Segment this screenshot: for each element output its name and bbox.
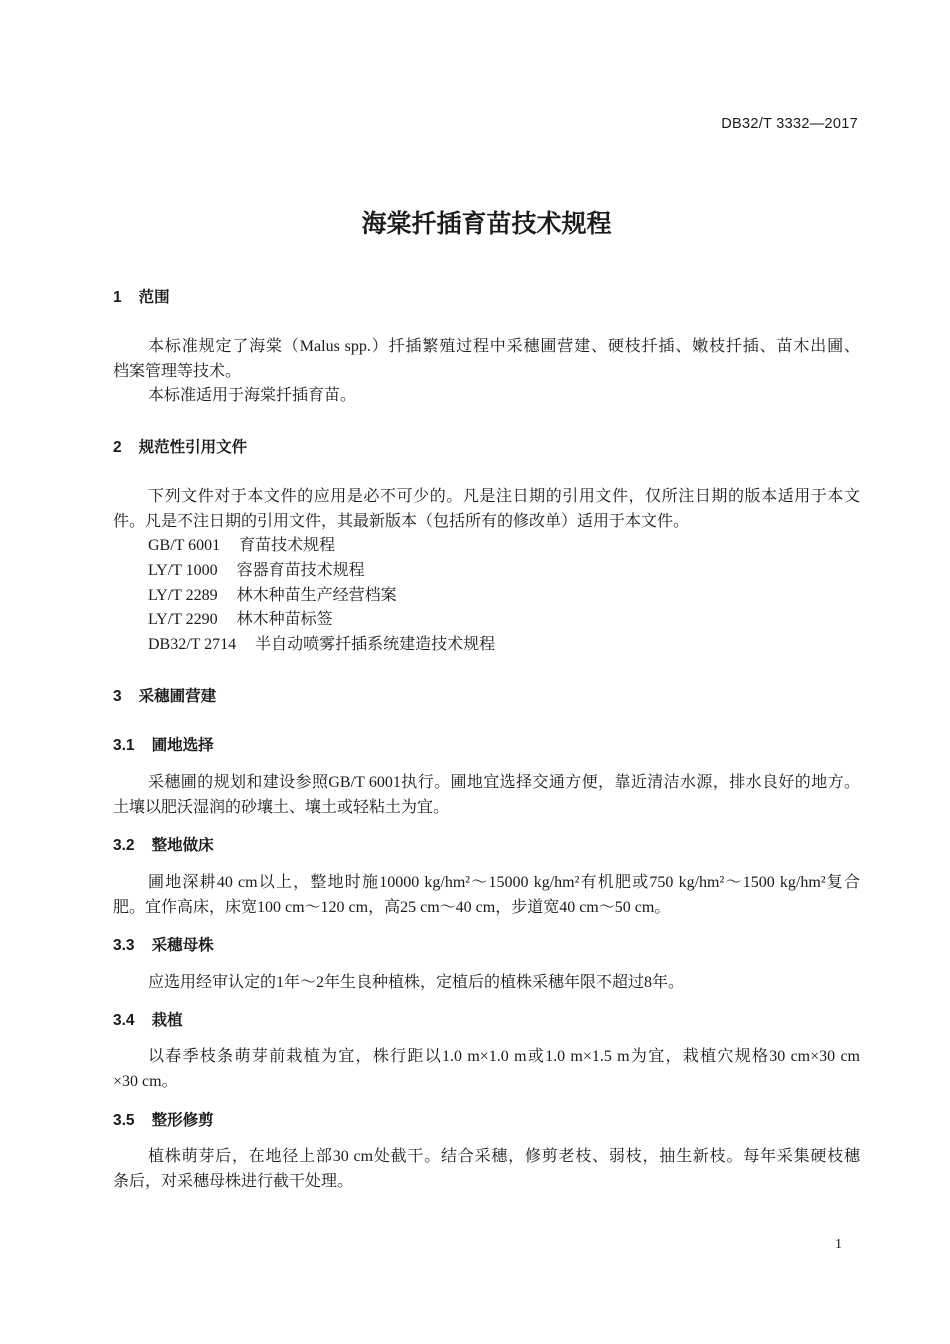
text-line: 以春季枝条萌芽前栽植为宜，株行距以1.0 m×1.0 m或1.0 m×1.5 m为宜，栽植穴规格30 cm×30 cm [148, 1048, 860, 1065]
standard-code: DB32/T 3332—2017 [721, 116, 858, 132]
reference-title: 林木种苗标签 [236, 611, 333, 629]
text-line: 土壤以肥沃湿润的砂壤土、壤土或轻粘土为宜。 [113, 798, 450, 816]
reference-code: LY/T 2289 [148, 586, 218, 604]
text-line: 档案管理等技术。 [113, 362, 242, 380]
text-line: 下列文件对于本文件的应用是必不可少的。凡是注日期的引用文件，仅所注日期的版本适用于本文 [148, 488, 860, 505]
text-line: ×30 cm。 [113, 1072, 178, 1090]
reference-code: LY/T 2290 [148, 611, 218, 629]
reference-title: 容器育苗技术规程 [236, 561, 365, 579]
subsection-3-4-heading [113, 1008, 860, 1033]
subsection-3-3-paragraph [113, 971, 860, 996]
text-line: 圃地深耕40 cm以上，整地时施10000 kg/hm²～15000 kg/hm²有机肥或750 kg/hm²～1500 kg/hm²复合 [148, 874, 860, 891]
section-number: 3 [113, 688, 122, 705]
reference-item [113, 559, 860, 584]
subsection-number: 3.2 [113, 837, 135, 854]
subsection-3-2-heading [113, 833, 860, 858]
section-2-heading [113, 435, 860, 460]
subsection-3-1-paragraph [113, 771, 860, 821]
subsection-3-3-heading [113, 933, 860, 958]
page-number: 1 [835, 1237, 842, 1252]
text-line: 应选用经审认定的1年～2年生良种植株，定植后的植株采穗年限不超过8年。 [148, 974, 685, 991]
section-1-paragraph-2 [113, 384, 860, 409]
text-line: 件。凡是不注日期的引用文件，其最新版本（包括所有的修改单）适用于本文件。 [113, 512, 690, 530]
reference-item [113, 633, 860, 658]
section-2-paragraph-1 [113, 485, 860, 535]
subsection-3-1-heading [113, 733, 860, 758]
reference-code: DB32/T 2714 [148, 636, 237, 654]
subsection-title: 采穗母株 [151, 937, 214, 954]
subsection-number: 3.3 [113, 937, 135, 954]
section-3-heading [113, 684, 860, 709]
section-title: 采穗圃营建 [138, 688, 217, 705]
text-line: 本标准规定了海棠（Malus spp.）扦插繁殖过程中采穗圃营建、硬枝扦插、嫩枝扦插、苗木出圃、 [148, 338, 860, 355]
section-1-paragraph-1 [113, 335, 860, 385]
text-line: 采穗圃的规划和建设参照GB/T 6001执行。圃地宜选择交通方便，靠近清洁水源，排水良好的地方。 [148, 774, 860, 791]
section-number: 2 [113, 439, 122, 456]
section-number: 1 [113, 289, 122, 306]
subsection-3-5-paragraph [113, 1145, 860, 1195]
text-line: 肥。宜作高床，床宽100 cm～120 cm，高25 cm～40 cm，步道宽40 cm～50 cm。 [113, 898, 671, 916]
subsection-title: 圃地选择 [151, 737, 214, 754]
subsection-title: 整形修剪 [151, 1112, 214, 1129]
text-line: 本标准适用于海棠扦插育苗。 [148, 387, 357, 404]
subsection-3-2-paragraph [113, 871, 860, 921]
reference-code: LY/T 1000 [148, 561, 218, 579]
section-1-heading [113, 285, 860, 310]
section-title: 范围 [138, 289, 170, 306]
subsection-number: 3.4 [113, 1012, 135, 1029]
reference-title: 育苗技术规程 [239, 537, 336, 554]
document-title: 海棠扦插育苗技术规程 [361, 210, 612, 238]
reference-title: 林木种苗生产经营档案 [236, 586, 397, 604]
subsection-number: 3.1 [113, 737, 135, 754]
subsection-title: 栽植 [151, 1012, 183, 1029]
reference-item [113, 584, 860, 609]
section-title: 规范性引用文件 [138, 439, 248, 456]
subsection-number: 3.5 [113, 1112, 135, 1129]
reference-code: GB/T 6001 [148, 537, 221, 554]
subsection-title: 整地做床 [151, 837, 214, 854]
subsection-3-4-paragraph [113, 1045, 860, 1095]
reference-item [113, 608, 860, 633]
normative-reference-list [113, 534, 860, 658]
text-line: 植株萌芽后，在地径上部30 cm处截干。结合采穗，修剪老枝、弱枝，抽生新枝。每年采集硬枝穗 [148, 1148, 860, 1165]
reference-title: 半自动喷雾扦插系统建造技术规程 [255, 636, 496, 654]
subsection-3-5-heading [113, 1108, 860, 1133]
text-line: 条后，对采穗母株进行截干处理。 [113, 1172, 354, 1190]
reference-item [113, 534, 860, 559]
